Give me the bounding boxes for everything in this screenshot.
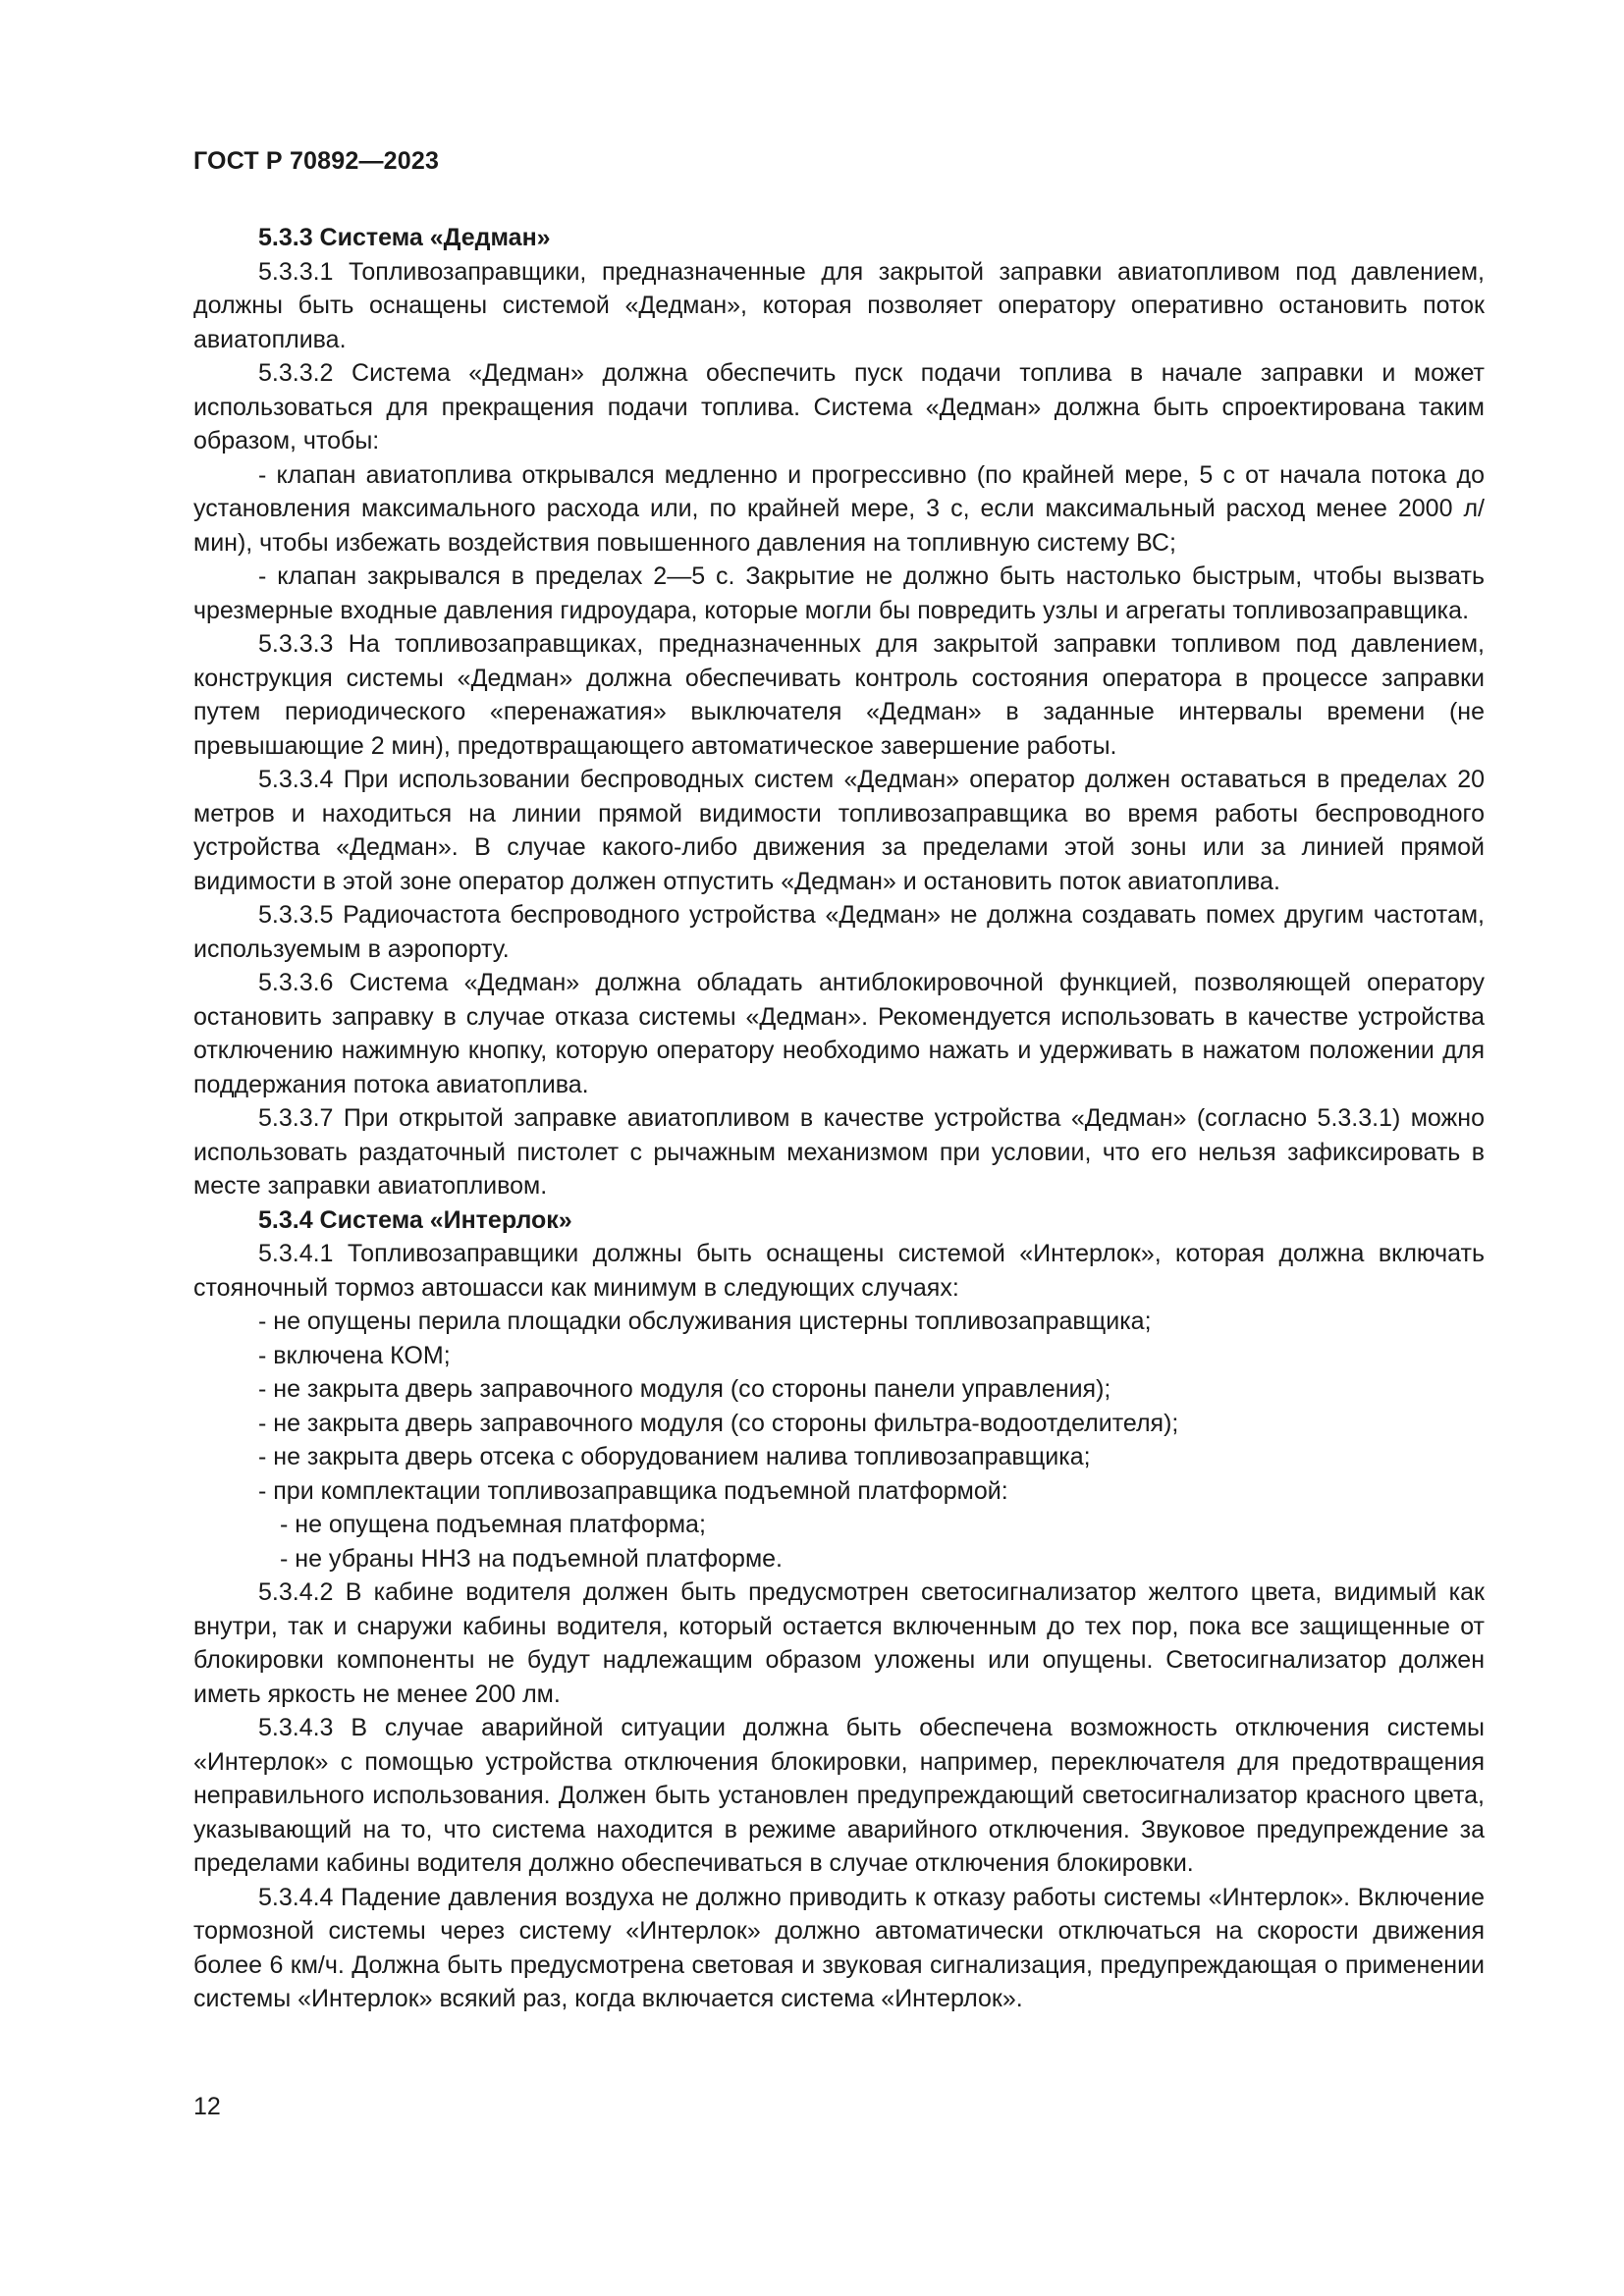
list-item: - не закрыта дверь заправочного модуля (со стороны панели управления); xyxy=(258,1375,1111,1403)
paragraph-5-3-4-4: 5.3.4.4 Падение давления воздуха не должно приводить к отказу работы системы «Интерлок». Включение тормозной системы через систему «Интерлок» должно автоматически отключаться на скорости движения более 6 км/ч. Должна быть предусмотрена световая и звуковая сигнализация, предупреждающая о применении системы «Интерлок» всякий раз, когда включается система «Интерлок». xyxy=(193,1883,1485,2012)
paragraph-5-3-4-3: 5.3.4.3 В случае аварийной ситуации должна быть обеспечена возможность отключения системы «Интерлок» с помощью устройства отключения блокировки, например, переключателя для предотвращения неправильного использования. Должен быть установлен предупреждающий светосигнализатор красного цвета, указывающий на то, что система находится в режиме аварийного отключения. Звуковое предупреждение за пределами кабины водителя должно обеспечиваться в случае отключения блокировки. xyxy=(193,1714,1485,1877)
list-item: - клапан закрывался в пределах 2—5 с. Закрытие не должно быть настолько быстрым, чтобы вызвать чрезмерные входные давления гидроудара, которые могли бы повредить узлы и агрегаты топливозаправщика. xyxy=(193,562,1485,624)
section-heading-5-3-3: 5.3.3 Система «Дедман» xyxy=(258,224,551,251)
sub-list-item: - не убраны ННЗ на подъемной платформе. xyxy=(280,1544,783,1573)
paragraph-5-3-4-2: 5.3.4.2 В кабине водителя должен быть предусмотрен светосигнализатор желтого цвета, видимый как внутри, так и снаружи кабины водителя, который остается включенным до тех пор, пока все защищенные от блокировки компоненты не будут надлежащим образом уложены или опущены. Светосигнализатор должен иметь яркость не менее 200 лм. xyxy=(193,1578,1485,1708)
page-number: 12 xyxy=(193,2093,221,2120)
paragraph-5-3-3-2: 5.3.3.2 Система «Дедман» должна обеспечить пуск подачи топлива в начале заправки и может использоваться для прекращения подачи топлива. Система «Дедман» должна быть спроектирована таким образом, чтобы: xyxy=(193,359,1485,454)
paragraph-5-3-3-5: 5.3.3.5 Радиочастота беспроводного устройства «Дедман» не должна создавать помех другим частотам, используемым в аэропорту. xyxy=(193,901,1485,963)
list-item: - при комплектации топливозаправщика подъемной платформой: xyxy=(258,1476,1008,1505)
paragraph-5-3-3-7: 5.3.3.7 При открытой заправке авиатопливом в качестве устройства «Дедман» (согласно 5.3.3.1) можно использовать раздаточный пистолет с рычажным механизмом при условии, что его нельзя зафиксировать в месте заправки авиатопливом. xyxy=(193,1104,1485,1200)
paragraph-5-3-4-1: 5.3.4.1 Топливозаправщики должны быть оснащены системой «Интерлок», которая должна включать стояночный тормоз автошасси как минимум в следующих случаях: xyxy=(193,1240,1485,1302)
sub-list-item: - не опущена подъемная платформа; xyxy=(280,1511,706,1538)
list-item: - не опущены перила площадки обслуживания цистерны топливозаправщика; xyxy=(258,1308,1152,1335)
paragraph-5-3-3-6: 5.3.3.6 Система «Дедман» должна обладать антиблокировочной функцией, позволяющей оператору остановить заправку в случае отказа системы «Дедман». Рекомендуется использовать в качестве устройства отключению нажимную кнопку, которую оператору необходимо нажать и удерживать в нажатом положении для поддержания потока авиатоплива. xyxy=(193,969,1485,1098)
document-header: ГОСТ Р 70892—2023 xyxy=(193,147,440,175)
document-body xyxy=(193,221,1485,2016)
list-item: - не закрыта дверь отсека с оборудованием налива топливозаправщика; xyxy=(258,1443,1091,1470)
paragraph-5-3-3-3: 5.3.3.3 На топливозаправщиках, предназначенных для закрытой заправки топливом под давлением, конструкция системы «Дедман» должна обеспечивать контроль состояния оператора в процессе заправки путем периодического «перенажатия» выключателя «Дедман» в заданные интервалы времени (не превышающие 2 мин), предотвращающего автоматическое завершение работы. xyxy=(193,630,1485,760)
paragraph-5-3-3-1: 5.3.3.1 Топливозаправщики, предназначенные для закрытой заправки авиатопливом под давлением, должны быть оснащены системой «Дедман», которая позволяет оператору оперативно остановить поток авиатоплива. xyxy=(193,257,1485,353)
list-item: - не закрыта дверь заправочного модуля (со стороны фильтра-водоотделителя); xyxy=(258,1409,1179,1437)
list-item: - клапан авиатоплива открывался медленно и прогрессивно (по крайней мере, 5 с от начала потока до установления максимального расхода или, по крайней мере, 3 с, если максимальный расход менее 2000 л/мин), чтобы избежать воздействия повышенного давления на топливную систему ВС; xyxy=(193,460,1485,557)
paragraph-5-3-3-4: 5.3.3.4 При использовании беспроводных систем «Дедман» оператор должен оставаться в пределах 20 метров и находиться на линии прямой видимости топливозаправщика во время работы беспроводного устройства «Дедман». В случае какого-либо движения за пределами этой зоны или за линией прямой видимости в этой зоне оператор должен отпустить «Дедман» и остановить поток авиатоплива. xyxy=(193,766,1485,895)
list-item: - включена КОМ; xyxy=(258,1341,451,1369)
section-heading-5-3-4: 5.3.4 Система «Интерлок» xyxy=(258,1205,572,1234)
